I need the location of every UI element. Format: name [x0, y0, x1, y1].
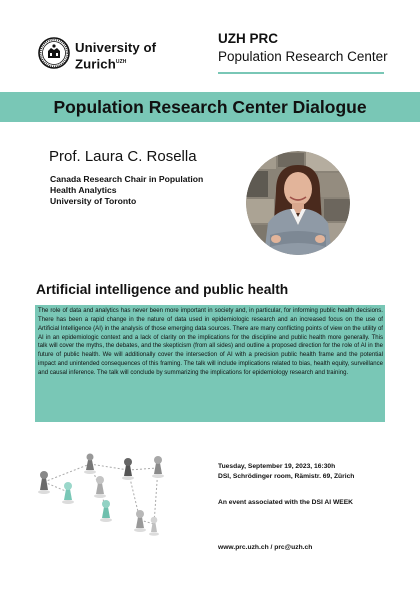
- event-location: DSI, Schrödinger room, Rämistr. 69, Zürich: [218, 473, 355, 480]
- figure-grey-7-icon: [149, 517, 159, 536]
- event-datetime: Tuesday, September 19, 2023, 16:30h: [218, 463, 336, 470]
- figure-grey-2-icon: [84, 454, 96, 475]
- speaker-role-line2: Health Analytics: [50, 185, 117, 196]
- university-name-line1: University of: [75, 40, 157, 55]
- university-logo-text: [75, 40, 156, 71]
- figure-grey-3-icon: [94, 476, 106, 498]
- banner-title: Population Research Center Dialogue: [53, 97, 367, 117]
- talk-abstract: The role of data and analytics has never been more important in society and, in particular, for informing public health decisions. There has been a rapid change in the nature of data used in epidemiologic research and an increased focus on the use of Artificial Intelligence (AI) in the analysis of those emerging data sources. There are many conflicting points of view on the utility of AI in an epidemiologic context and a lack of clarity on the implications for the discipline and public health more generally. This talk will cover the myths, the debates, and the skepticism (from all sides) and outline a proposed direction for the role of AI in the future of public health. We will additionally cover the intersection of AI with a precision public health frame and the potential impact and unintended consequences of this framing. The talk will include implications related to bias, health equity, surveillance and causal inference. The talk will conclude by summarizing the implications for epidemiology research and training.: [38, 308, 383, 376]
- header-accent-rule: [218, 72, 384, 74]
- figure-teal-1-icon: [62, 482, 74, 504]
- speaker-portrait: [246, 151, 350, 255]
- figure-grey-4-icon: [122, 458, 134, 480]
- figure-teal-2-icon: [100, 500, 112, 522]
- speaker-role-line1: Canada Research Chair in Population: [50, 174, 204, 184]
- event-association: An event associated with the DSI AI WEEK: [218, 499, 354, 506]
- figure-grey-1-icon: [38, 471, 50, 494]
- figure-grey-5-icon: [152, 456, 164, 478]
- speaker-affiliation: [50, 174, 210, 208]
- center-name: Population Research Center: [218, 49, 388, 64]
- talk-title: Artificial intelligence and public health: [36, 282, 289, 297]
- speaker-name: Prof. Laura C. Rosella: [49, 148, 197, 165]
- center-code: UZH PRC: [218, 31, 278, 46]
- university-name-line2: Zurich: [75, 56, 116, 72]
- university-superscript: UZH: [115, 59, 127, 65]
- speaker-institution: University of Toronto: [50, 196, 137, 207]
- contact-links[interactable]: www.prc.uzh.ch / prc@uzh.ch: [218, 544, 313, 551]
- university-seal-icon: [38, 37, 70, 69]
- network-figures-illustration: [30, 452, 190, 552]
